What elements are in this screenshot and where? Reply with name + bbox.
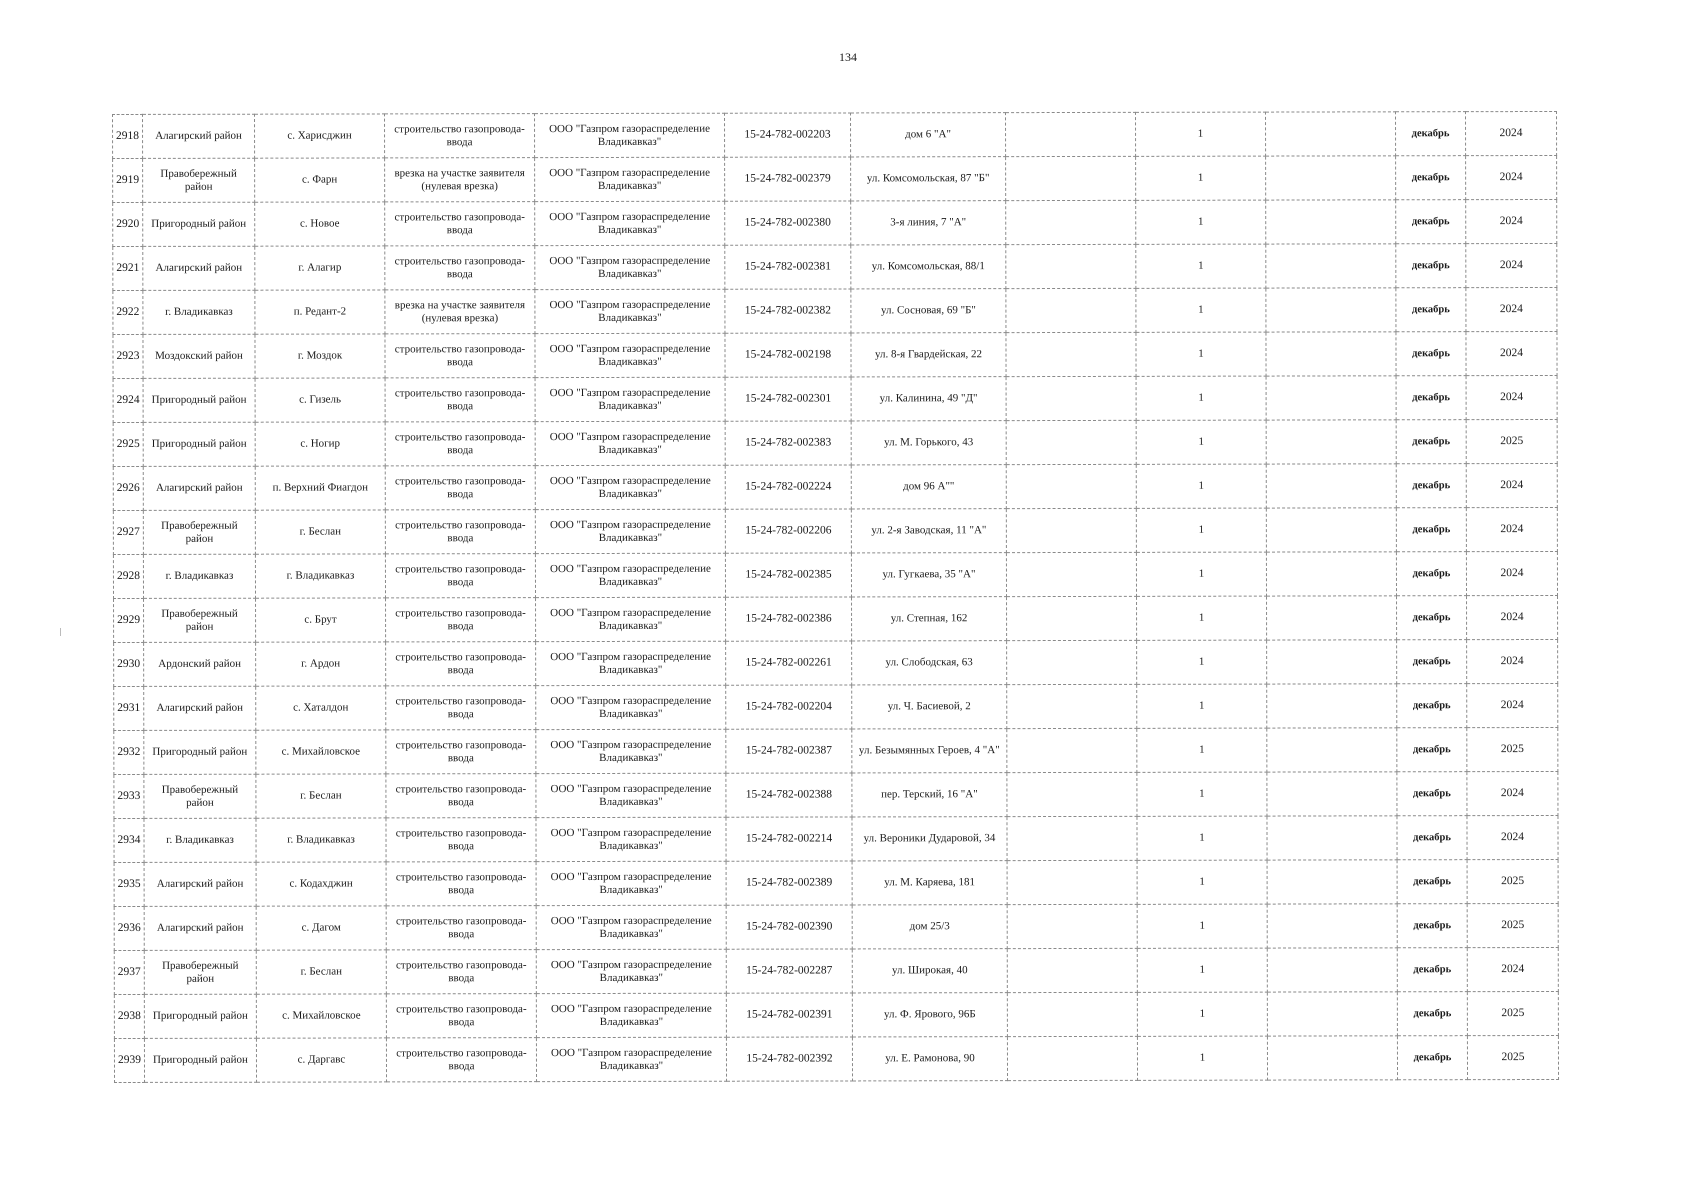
district-cell: г. Владикавказ — [144, 818, 256, 862]
address-cell: ул. Слободская, 63 — [852, 641, 1007, 685]
district-cell: Правобережный район — [143, 158, 255, 202]
district-cell: Пригородный район — [143, 202, 255, 246]
address-cell: ул. М. Горького, 43 — [851, 421, 1006, 465]
work-type-cell: строительство газопровода-ввода — [385, 378, 535, 422]
year-cell: 2024 — [1466, 551, 1557, 595]
district-cell: Правобережный район — [144, 774, 256, 818]
empty-cell — [1007, 904, 1137, 948]
year-cell: 2024 — [1466, 375, 1557, 419]
year-cell: 2024 — [1466, 331, 1557, 375]
organization-cell: ООО "Газпром газораспределение Владикавказ" — [536, 773, 726, 817]
empty-cell — [1007, 728, 1137, 772]
settlement-cell: г. Беслан — [255, 510, 385, 554]
organization-cell: ООО "Газпром газораспределение Владикавказ" — [536, 817, 726, 861]
settlement-cell: с. Брут — [256, 598, 386, 642]
empty-cell — [1006, 200, 1136, 244]
month-cell: декабрь — [1396, 420, 1466, 464]
row-number-cell: 2930 — [114, 642, 144, 686]
empty-cell — [1007, 772, 1137, 816]
cadastral-number-cell: 15-24-782-002381 — [725, 245, 851, 289]
address-cell: ул. Калинина, 49 "Д" — [851, 377, 1006, 421]
address-cell: ул. М. Каряева, 181 — [852, 861, 1007, 905]
year-cell: 2024 — [1467, 683, 1558, 727]
empty-cell — [1266, 464, 1396, 508]
cadastral-number-cell: 15-24-782-002392 — [726, 1037, 852, 1081]
organization-cell: ООО "Газпром газораспределение Владикавказ" — [535, 421, 725, 465]
row-number-cell: 2928 — [113, 554, 143, 598]
month-cell: декабрь — [1396, 552, 1466, 596]
empty-cell — [1266, 376, 1396, 420]
organization-cell: ООО "Газпром газораспределение Владикавказ" — [536, 861, 726, 905]
district-cell: Алагирский район — [144, 686, 256, 730]
row-number-cell: 2939 — [114, 1038, 144, 1082]
organization-cell: ООО "Газпром газораспределение Владикавказ" — [536, 949, 726, 993]
row-number-cell: 2937 — [114, 950, 144, 994]
empty-cell — [1007, 640, 1137, 684]
empty-cell — [1006, 552, 1136, 596]
organization-cell: ООО "Газпром газораспределение Владикавказ" — [535, 509, 725, 553]
empty-cell — [1266, 288, 1396, 332]
month-cell: декабрь — [1397, 992, 1467, 1036]
month-cell: декабрь — [1397, 640, 1467, 684]
cadastral-number-cell: 15-24-782-002379 — [725, 157, 851, 201]
work-type-cell: строительство газопровода-ввода — [385, 510, 535, 554]
address-cell: дом 25/3 — [852, 905, 1007, 949]
year-cell: 2025 — [1467, 859, 1558, 903]
table-row — [114, 991, 1558, 1038]
month-cell: декабрь — [1396, 288, 1466, 332]
cadastral-number-cell: 15-24-782-002380 — [725, 201, 851, 245]
empty-cell — [1007, 948, 1137, 992]
work-type-cell: строительство газопровода-ввода — [386, 730, 536, 774]
organization-cell: ООО "Газпром газораспределение Владикавказ" — [536, 597, 726, 641]
table-row — [113, 331, 1557, 378]
address-cell: ул. Вероники Дударовой, 34 — [852, 817, 1007, 861]
district-cell: Моздокский район — [143, 334, 255, 378]
settlement-cell: с. Харисджин — [255, 114, 385, 158]
settlement-cell: г. Моздок — [255, 334, 385, 378]
row-number-cell: 2934 — [114, 818, 144, 862]
organization-cell: ООО "Газпром газораспределение Владикавказ" — [535, 289, 725, 333]
settlement-cell: г. Беслан — [256, 774, 386, 818]
address-cell: дом 6 "А" — [850, 113, 1005, 157]
table-row — [113, 463, 1557, 510]
district-cell: Ардонский район — [144, 642, 256, 686]
empty-cell — [1006, 376, 1136, 420]
table-row — [113, 419, 1557, 466]
cadastral-number-cell: 15-24-782-002204 — [726, 685, 852, 729]
table-row — [114, 727, 1558, 774]
empty-cell — [1006, 420, 1136, 464]
gas-connection-table — [112, 111, 1559, 1083]
count-cell: 1 — [1137, 728, 1267, 772]
empty-cell — [1267, 816, 1397, 860]
count-cell: 1 — [1136, 420, 1266, 464]
row-number-cell: 2923 — [113, 334, 143, 378]
organization-cell: ООО "Газпром газораспределение Владикавказ" — [535, 377, 725, 421]
month-cell: декабрь — [1397, 1036, 1467, 1080]
empty-cell — [1266, 332, 1396, 376]
work-type-cell: строительство газопровода-ввода — [386, 950, 536, 994]
count-cell: 1 — [1136, 288, 1266, 332]
settlement-cell: с. Даргавс — [256, 1038, 386, 1082]
district-cell: Алагирский район — [144, 862, 256, 906]
month-cell: декабрь — [1396, 244, 1466, 288]
month-cell: декабрь — [1396, 200, 1466, 244]
empty-cell — [1267, 860, 1397, 904]
cadastral-number-cell: 15-24-782-002206 — [725, 509, 851, 553]
work-type-cell: строительство газопровода-ввода — [386, 598, 536, 642]
year-cell: 2024 — [1466, 243, 1557, 287]
empty-cell — [1006, 288, 1136, 332]
address-cell: ул. Комсомольская, 88/1 — [851, 245, 1006, 289]
work-type-cell: строительство газопровода-ввода — [386, 774, 536, 818]
work-type-cell: строительство газопровода-ввода — [385, 466, 535, 510]
empty-cell — [1005, 112, 1135, 156]
year-cell: 2025 — [1467, 727, 1558, 771]
count-cell: 1 — [1136, 508, 1266, 552]
empty-cell — [1266, 552, 1396, 596]
count-cell: 1 — [1137, 860, 1267, 904]
organization-cell: ООО "Газпром газораспределение Владикавказ" — [535, 465, 725, 509]
work-type-cell: врезка на участке заявителя (нулевая врезка) — [385, 290, 535, 334]
empty-cell — [1267, 684, 1397, 728]
table-row — [113, 155, 1557, 202]
month-cell: декабрь — [1395, 112, 1465, 156]
row-number-cell: 2922 — [113, 290, 143, 334]
cadastral-number-cell: 15-24-782-002390 — [726, 905, 852, 949]
cadastral-number-cell: 15-24-782-002214 — [726, 817, 852, 861]
count-cell: 1 — [1137, 904, 1267, 948]
empty-cell — [1267, 1036, 1397, 1080]
cadastral-number-cell: 15-24-782-002261 — [726, 641, 852, 685]
row-number-cell: 2927 — [113, 510, 143, 554]
year-cell: 2025 — [1467, 1035, 1558, 1079]
empty-cell — [1006, 156, 1136, 200]
table-row — [114, 639, 1558, 686]
organization-cell: ООО "Газпром газораспределение Владикавказ" — [535, 113, 725, 157]
district-cell: Правобережный район — [143, 510, 255, 554]
empty-cell — [1007, 1036, 1137, 1080]
count-cell: 1 — [1136, 552, 1266, 596]
empty-cell — [1007, 860, 1137, 904]
table-row — [114, 859, 1558, 906]
table-row — [114, 683, 1558, 730]
work-type-cell: строительство газопровода-ввода — [386, 906, 536, 950]
month-cell: декабрь — [1396, 332, 1466, 376]
row-number-cell: 2932 — [114, 730, 144, 774]
count-cell: 1 — [1136, 332, 1266, 376]
settlement-cell: г. Владикавказ — [256, 818, 386, 862]
count-cell: 1 — [1136, 244, 1266, 288]
table-row — [113, 199, 1557, 246]
cadastral-number-cell: 15-24-782-002287 — [726, 949, 852, 993]
address-cell: дом 96 А"" — [851, 465, 1006, 509]
organization-cell: ООО "Газпром газораспределение Владикавказ" — [536, 729, 726, 773]
month-cell: декабрь — [1397, 860, 1467, 904]
empty-cell — [1006, 508, 1136, 552]
count-cell: 1 — [1137, 684, 1267, 728]
cadastral-number-cell: 15-24-782-002301 — [725, 377, 851, 421]
empty-cell — [1006, 332, 1136, 376]
count-cell: 1 — [1136, 156, 1266, 200]
count-cell: 1 — [1136, 376, 1266, 420]
table-row — [114, 1035, 1558, 1082]
table-row — [113, 243, 1557, 290]
month-cell: декабрь — [1397, 948, 1467, 992]
settlement-cell: п. Верхний Фиагдон — [255, 466, 385, 510]
work-type-cell: врезка на участке заявителя (нулевая врезка) — [385, 158, 535, 202]
settlement-cell: с. Кодахджин — [256, 862, 386, 906]
work-type-cell: строительство газопровода-ввода — [385, 554, 535, 598]
district-cell: Правобережный район — [144, 950, 256, 994]
row-number-cell: 2938 — [114, 994, 144, 1038]
row-number-cell: 2931 — [114, 686, 144, 730]
settlement-cell: с. Михайловское — [256, 730, 386, 774]
row-number-cell: 2933 — [114, 774, 144, 818]
empty-cell — [1267, 948, 1397, 992]
cadastral-number-cell: 15-24-782-002203 — [724, 113, 850, 157]
count-cell: 1 — [1137, 640, 1267, 684]
settlement-cell: г. Алагир — [255, 246, 385, 290]
settlement-cell: г. Ардон — [256, 642, 386, 686]
organization-cell: ООО "Газпром газораспределение Владикавказ" — [535, 157, 725, 201]
empty-cell — [1267, 596, 1397, 640]
settlement-cell: с. Дагом — [256, 906, 386, 950]
table-row — [113, 287, 1557, 334]
month-cell: декабрь — [1396, 508, 1466, 552]
empty-cell — [1007, 684, 1137, 728]
address-cell: ул. Сосновая, 69 "Б" — [851, 289, 1006, 333]
table-row — [113, 375, 1557, 422]
settlement-cell: с. Новое — [255, 202, 385, 246]
work-type-cell: строительство газопровода-ввода — [386, 818, 536, 862]
empty-cell — [1266, 156, 1396, 200]
cadastral-number-cell: 15-24-782-002389 — [726, 861, 852, 905]
settlement-cell: с. Михайловское — [256, 994, 386, 1038]
organization-cell: ООО "Газпром газораспределение Владикавказ" — [536, 641, 726, 685]
year-cell: 2024 — [1465, 111, 1556, 155]
empty-cell — [1266, 244, 1396, 288]
cadastral-number-cell: 15-24-782-002385 — [725, 553, 851, 597]
table-row — [114, 771, 1558, 818]
district-cell: Пригородный район — [144, 730, 256, 774]
count-cell: 1 — [1135, 112, 1265, 156]
settlement-cell: с. Хаталдон — [256, 686, 386, 730]
month-cell: декабрь — [1396, 376, 1466, 420]
address-cell: ул. Е. Рамонова, 90 — [852, 1037, 1007, 1081]
address-cell: ул. Комсомольская, 87 "Б" — [851, 157, 1006, 201]
month-cell: декабрь — [1397, 728, 1467, 772]
empty-cell — [1006, 464, 1136, 508]
count-cell: 1 — [1136, 200, 1266, 244]
month-cell: декабрь — [1397, 816, 1467, 860]
work-type-cell: строительство газопровода-ввода — [385, 334, 535, 378]
year-cell: 2024 — [1467, 947, 1558, 991]
table-row — [114, 903, 1558, 950]
month-cell: декабрь — [1397, 684, 1467, 728]
organization-cell: ООО "Газпром газораспределение Владикавказ" — [536, 905, 726, 949]
district-cell: Алагирский район — [143, 466, 255, 510]
row-number-cell: 2935 — [114, 862, 144, 906]
cadastral-number-cell: 15-24-782-002387 — [726, 729, 852, 773]
empty-cell — [1265, 112, 1395, 156]
address-cell: ул. Безымянных Героев, 4 "А" — [852, 729, 1007, 773]
address-cell: ул. Степная, 162 — [852, 597, 1007, 641]
empty-cell — [1007, 816, 1137, 860]
empty-cell — [1267, 772, 1397, 816]
address-cell: ул. 2-я Заводская, 11 "А" — [851, 509, 1006, 553]
district-cell: Алагирский район — [143, 246, 255, 290]
settlement-cell: с. Фарн — [255, 158, 385, 202]
work-type-cell: строительство газопровода-ввода — [385, 246, 535, 290]
row-number-cell: 2926 — [113, 466, 143, 510]
settlement-cell: г. Владикавказ — [255, 554, 385, 598]
year-cell: 2024 — [1466, 463, 1557, 507]
empty-cell — [1266, 420, 1396, 464]
year-cell: 2024 — [1467, 771, 1558, 815]
address-cell: пер. Терский, 16 "А" — [852, 773, 1007, 817]
month-cell: декабрь — [1397, 904, 1467, 948]
organization-cell: ООО "Газпром газораспределение Владикавказ" — [535, 245, 725, 289]
year-cell: 2024 — [1467, 815, 1558, 859]
settlement-cell: с. Гизель — [255, 378, 385, 422]
empty-cell — [1266, 200, 1396, 244]
margin-mark — [60, 628, 61, 636]
count-cell: 1 — [1137, 948, 1267, 992]
table-row — [114, 947, 1558, 994]
page-number: 134 — [839, 50, 857, 64]
month-cell: декабрь — [1396, 156, 1466, 200]
cadastral-number-cell: 15-24-782-002383 — [725, 421, 851, 465]
settlement-cell: п. Редант-2 — [255, 290, 385, 334]
empty-cell — [1266, 508, 1396, 552]
year-cell: 2025 — [1467, 991, 1558, 1035]
year-cell: 2024 — [1466, 199, 1557, 243]
row-number-cell: 2925 — [113, 422, 143, 466]
count-cell: 1 — [1137, 816, 1267, 860]
month-cell: декабрь — [1397, 772, 1467, 816]
empty-cell — [1267, 640, 1397, 684]
row-number-cell: 2921 — [113, 246, 143, 290]
table-row — [113, 551, 1557, 598]
cadastral-number-cell: 15-24-782-002224 — [725, 465, 851, 509]
settlement-cell: с. Ногир — [255, 422, 385, 466]
empty-cell — [1007, 992, 1137, 1036]
year-cell: 2024 — [1466, 287, 1557, 331]
address-cell: ул. Широкая, 40 — [852, 949, 1007, 993]
empty-cell — [1267, 728, 1397, 772]
address-cell: ул. Гугкаева, 35 "А" — [851, 553, 1006, 597]
row-number-cell: 2924 — [113, 378, 143, 422]
cadastral-number-cell: 15-24-782-002198 — [725, 333, 851, 377]
work-type-cell: строительство газопровода-ввода — [386, 686, 536, 730]
work-type-cell: строительство газопровода-ввода — [386, 1038, 536, 1082]
cadastral-number-cell: 15-24-782-002391 — [726, 993, 852, 1037]
address-cell: ул. Ф. Ярового, 96Б — [852, 993, 1007, 1037]
organization-cell: ООО "Газпром газораспределение Владикавказ" — [536, 993, 726, 1037]
month-cell: декабрь — [1396, 464, 1466, 508]
organization-cell: ООО "Газпром газораспределение Владикавказ" — [536, 1037, 726, 1081]
empty-cell — [1007, 596, 1137, 640]
district-cell: Пригородный район — [143, 422, 255, 466]
work-type-cell: строительство газопровода-ввода — [385, 422, 535, 466]
table-row — [113, 111, 1557, 158]
district-cell: Алагирский район — [144, 906, 256, 950]
empty-cell — [1267, 992, 1397, 1036]
count-cell: 1 — [1136, 464, 1266, 508]
settlement-cell: г. Беслан — [256, 950, 386, 994]
empty-cell — [1006, 244, 1136, 288]
table-body — [113, 111, 1559, 1082]
table-row — [114, 815, 1558, 862]
cadastral-number-cell: 15-24-782-002388 — [726, 773, 852, 817]
row-number-cell: 2936 — [114, 906, 144, 950]
year-cell: 2024 — [1466, 507, 1557, 551]
district-cell: Пригородный район — [143, 378, 255, 422]
district-cell: Пригородный район — [144, 1038, 256, 1082]
district-cell: Алагирский район — [143, 114, 255, 158]
organization-cell: ООО "Газпром газораспределение Владикавказ" — [535, 553, 725, 597]
cadastral-number-cell: 15-24-782-002382 — [725, 289, 851, 333]
year-cell: 2024 — [1467, 595, 1558, 639]
row-number-cell: 2920 — [113, 202, 143, 246]
row-number-cell: 2918 — [113, 114, 143, 158]
count-cell: 1 — [1137, 596, 1267, 640]
month-cell: декабрь — [1397, 596, 1467, 640]
year-cell: 2025 — [1466, 419, 1557, 463]
table-row — [113, 507, 1557, 554]
work-type-cell: строительство газопровода-ввода — [386, 994, 536, 1038]
address-cell: ул. 8-я Гвардейская, 22 — [851, 333, 1006, 377]
district-cell: Пригородный район — [144, 994, 256, 1038]
count-cell: 1 — [1137, 1036, 1267, 1080]
cadastral-number-cell: 15-24-782-002386 — [726, 597, 852, 641]
district-cell: г. Владикавказ — [143, 554, 255, 598]
organization-cell: ООО "Газпром газораспределение Владикавказ" — [536, 685, 726, 729]
row-number-cell: 2919 — [113, 158, 143, 202]
address-cell: 3-я линия, 7 "А" — [851, 201, 1006, 245]
table-row — [114, 595, 1558, 642]
district-cell: г. Владикавказ — [143, 290, 255, 334]
row-number-cell: 2929 — [114, 598, 144, 642]
year-cell: 2025 — [1467, 903, 1558, 947]
organization-cell: ООО "Газпром газораспределение Владикавказ" — [535, 201, 725, 245]
count-cell: 1 — [1137, 992, 1267, 1036]
work-type-cell: строительство газопровода-ввода — [386, 642, 536, 686]
organization-cell: ООО "Газпром газораспределение Владикавказ" — [535, 333, 725, 377]
work-type-cell: строительство газопровода-ввода — [385, 202, 535, 246]
work-type-cell: строительство газопровода-ввода — [386, 862, 536, 906]
count-cell: 1 — [1137, 772, 1267, 816]
district-cell: Правобережный район — [144, 598, 256, 642]
address-cell: ул. Ч. Басиевой, 2 — [852, 685, 1007, 729]
year-cell: 2024 — [1467, 639, 1558, 683]
empty-cell — [1267, 904, 1397, 948]
year-cell: 2024 — [1466, 155, 1557, 199]
work-type-cell: строительство газопровода-ввода — [385, 114, 535, 158]
